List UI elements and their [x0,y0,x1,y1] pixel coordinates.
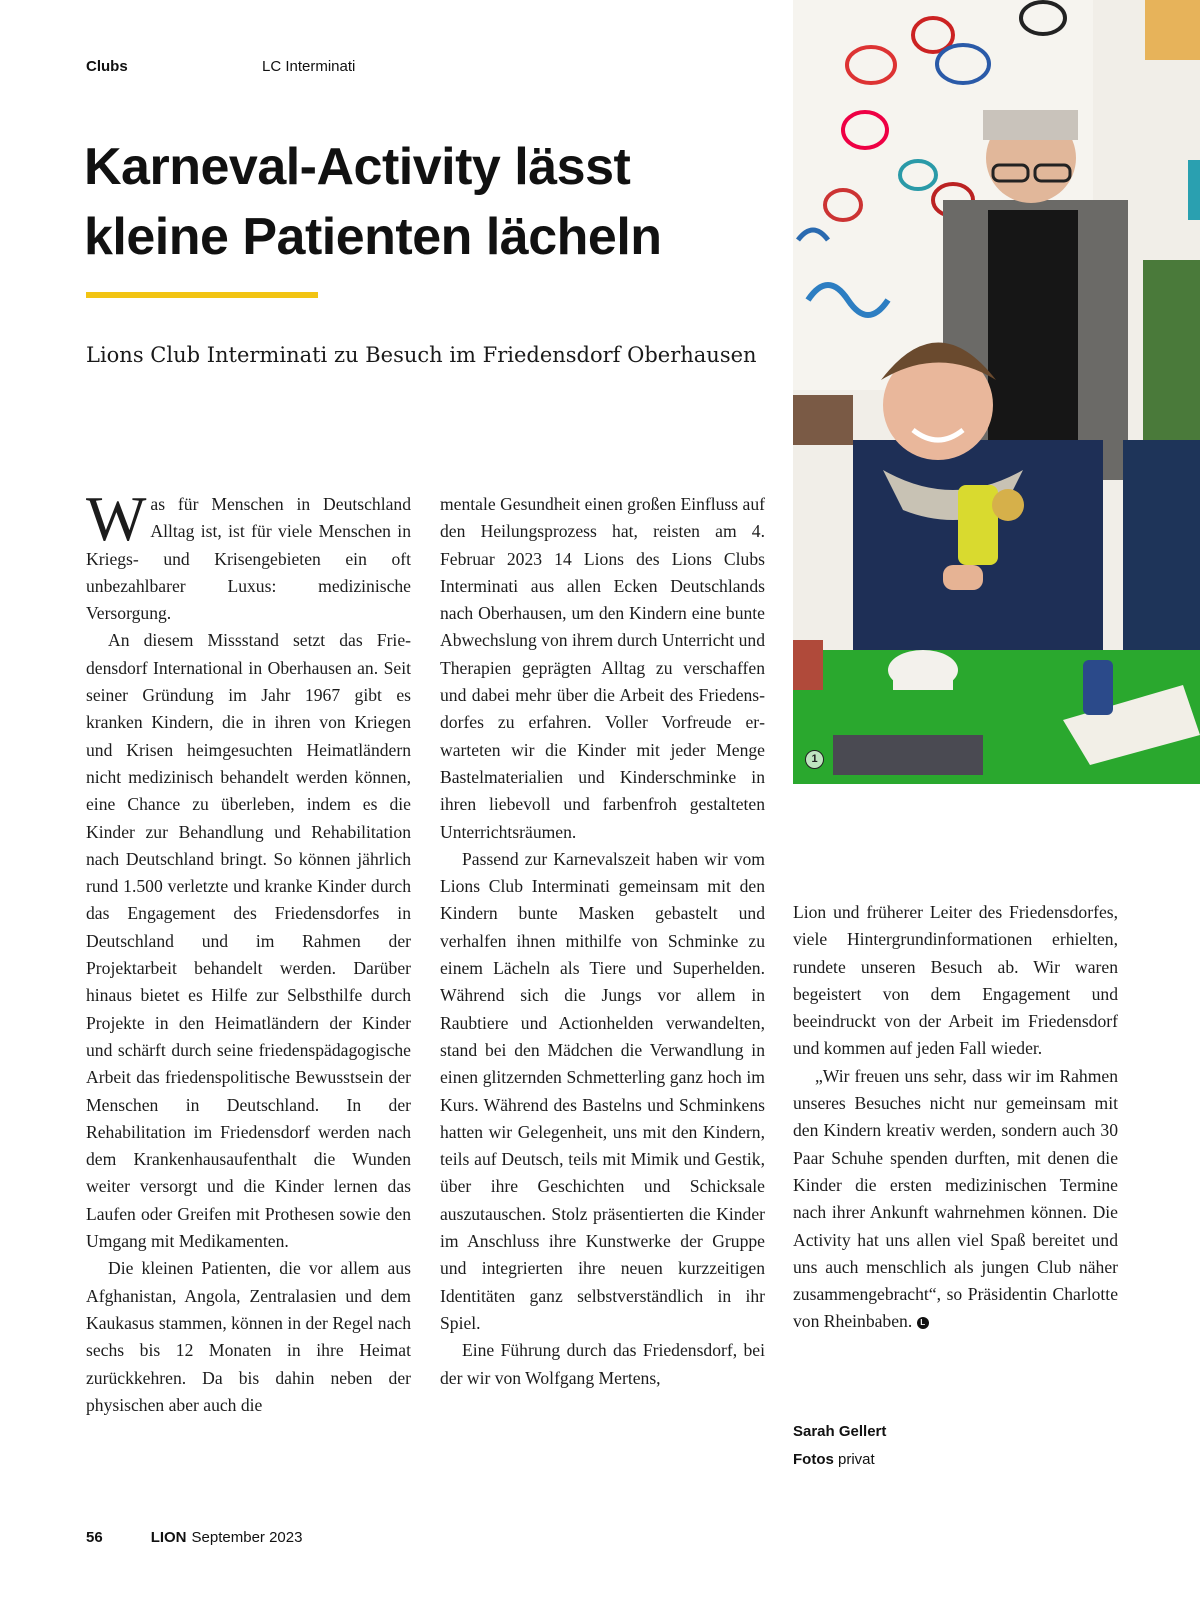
article-paragraph: mentale Gesundheit einen großen Einfluss auf den Heilungsprozess hat, reisten am 4. Februar 2023 14 Lions des Lions Clubs Interminati aus allen Ecken Deutschlands nach Oberhausen, um den Kindern eine bunte Abwechslung von ihrem durch Unterricht und Therapien geprägten Alltag zu verschaffen und dabei mehr über die Arbeit des Friedensdorfes zu erfahren. Voller Vorfreude erwarteten wir die Kinder mit jeder Menge Bastelmaterialien und Kinderschminke in ihren liebevoll und farbenfroh gestalteten Unterrichtsräumen. [440,494,765,842]
issue-date: September 2023 [191,1529,303,1546]
paragraph-text: as für Menschen in Deutschland Alltag ist, ist für viele Menschen in Kriegs- und Krisengebieten ein oft unbezahlbarer Luxus: medizinische Versorgung. [86,494,411,624]
article-photo [793,0,1200,784]
article-column-1 [86,483,411,1419]
paragraph-text: „Wir freuen uns sehr, dass wir im Rahmen unseres Besuches nicht nur gemeinsam mit den Kindern kreativ werden, sondern auch 30 Paar Schuhe spenden durften, mit denen die Kinder die ersten medizinischen Termine nach ihrer Ankunft wahrnehmen können. Die Activity hat uns allen viel Spaß bereitet und uns auch menschlich als jungen Club näher zusammengebracht“, so Präsidentin Charlotte von Rheinbaben. [793,1065,1118,1332]
headline-line-2: kleine Patienten lächeln [84,208,662,266]
magazine-name: LION [150,1529,187,1546]
page-number: 56 [86,1529,103,1546]
article-paragraph: Eine Führung durch das Friedensdorf, bei der wir von Wolfgang Mertens, [440,1340,765,1388]
article-paragraph [86,483,411,627]
article-column-2 [440,491,765,1392]
byline [793,1418,886,1474]
accent-bar [86,292,318,298]
article-paragraph: Lion und früherer Leiter des Friedensdorfes, viele Hintergrundinformationen erhielten, rundete unseren Besuch ab. Wir waren begeistert von dem Engagement und beeindruckt von der Arbeit im Friedensdorf und kommen auf jeden Fall wieder. [793,902,1118,1059]
club-label: LC Interminati [262,58,356,75]
page-footer [86,1529,302,1546]
article-paragraph: Passend zur Karnevalszeit haben wir vom Lions Club Interminati gemeinsam mit den Kindern bunte Masken gebastelt und verhalfen ihnen mithilfe von Schminke zu einem Lächeln als Tiere und Superhelden. Während sich die Jungs vor allem in Raubtiere und Actionhelden verwandelten, stand bei den Mädchen die Verwandlung in einen glitzernden Schmetterling ganz hoch im Kurs. Während des Bastelns und Schminkens hatten wir Gelegenheit, uns mit den Kindern, teils auf Deutsch, teils mit Mimik und Gestik, über ihre Geschichten und Schicksale auszutauschen. Stolz präsentierten die Kinder im Anschluss ihre Kunstwerke der Gruppe und integrierten ihre neuen kurzzeitigen Identitäten ganz selbstverständlich in ihr Spiel. [440,848,765,1333]
photo-number-badge: 1 [805,750,824,769]
headline [84,132,764,272]
article-paragraph [793,1063,1118,1336]
article-paragraph: An diesem Missstand setzt das Friedensdorf International in Oberhausen an. Seit seiner Gründung im Jahr 1967 gibt es kranken Kindern, die in ihren von Kriegen und Krisen heimgesuchten Heimatländern nicht medizinisch behandelt werden können, eine Chance zu überleben, indem es die Kinder zur Behandlung und Rehabilitation nach Deutschland bringt. So können jährlich rund 1.500 verletzte und kranke Kinder durch das Engagement des Friedensdorfes in Deutschland und im Rahmen der Projektarbeit behandelt werden. Darüber hinaus bietet es Hilfe zur Selbsthilfe durch Projekte in den Heimatländern der Kinder und schärft durch seine friedenspädagogische Arbeit das friedenspolitische Bewusstsein der Menschen in Deutschland. In der Rehabilitation im Friedensdorf werden nach dem Krankenhausaufenthalt die Wunden weiter versorgt und die Kinder lernen das Laufen oder Greifen mit Prothesen sowie den Umgang mit Medikamenten. [86,630,411,1252]
headline-line-1: Karneval-Activity lässt [84,138,631,196]
photo-credit-value: privat [838,1451,875,1468]
dropcap: W [86,483,147,554]
article-paragraph: Die kleinen Patienten, die vor allem aus Afghanistan, Angola, Zentralasien und dem Kaukasus stammen, können in der Regel nach sechs bis 12 Monaten in ihre Heimat zurückkehren. Da bis dahin neben der physischen aber auch die [86,1258,411,1415]
end-mark-icon: L [917,1317,929,1329]
section-label: Clubs [86,58,128,75]
photo-credit [793,1446,886,1474]
subheadline: Lions Club Interminati zu Besuch im Friedensdorf Oberhausen [86,343,757,367]
photo-credit-label: Fotos [793,1451,834,1468]
article-column-3 [793,899,1118,1336]
author-name: Sarah Gellert [793,1423,887,1440]
